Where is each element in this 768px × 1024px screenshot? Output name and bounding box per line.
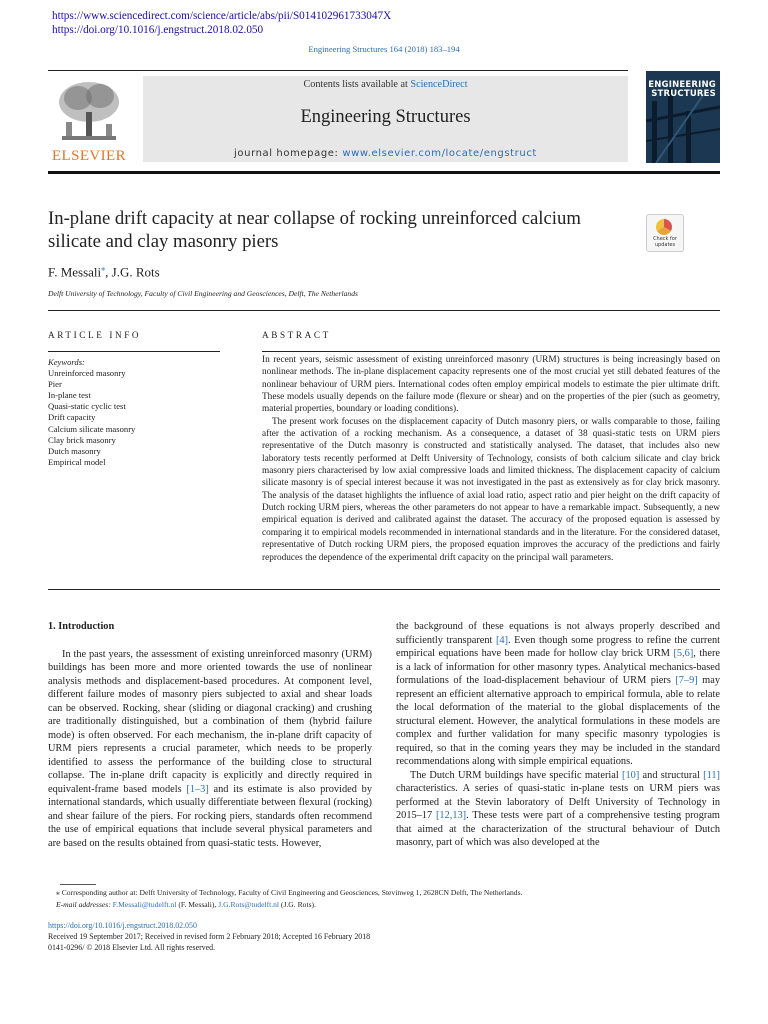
elsevier-logo[interactable] [48,76,130,166]
intro-text: characteristics. A series of quasi-static in-plane tests on URM piers was performed at the Stevin laboratory of Delft University of Technology in 2015–17 [396,783,720,821]
received-dates: Received 19 September 2017; Received in revised form 2 February 2018; Accepted 16 February 2018 [48,932,371,942]
journal-cover-image[interactable] [646,71,720,163]
article-history [48,920,370,954]
banner-top-rule [48,70,628,71]
reference-link[interactable]: [5,6] [673,648,694,659]
keywords-list [48,357,135,468]
journal-banner [143,76,628,162]
keyword-item: Empirical model [48,456,106,467]
email-line [56,899,522,911]
keyword-item: Unreinforced masonry [48,368,126,379]
keyword-item: Clay brick masonry [48,434,116,445]
sciencedirect-link[interactable]: ScienceDirect [410,79,468,90]
journal-name: Engineering Structures [300,107,471,127]
intro-paragraph-1-cont [396,620,720,769]
abstract-body [262,354,720,564]
keyword-item: Drift capacity [48,412,96,423]
banner-bottom-rule [48,171,720,174]
intro-text: In the past years, the assessment of existing unreinforced masonry (URM) buildings has been more and more oriented towards the use of nonlinear analysis methods and displacement-based procedures. At component level, different failure modes of masonry piers subjected to axial and shear loads can be observed. Rocking, shear (sliding or diagonal cracking) and crushing are traditionally distinguished, but a combination of them (hybrid failure mode) is often observed. For each mechanism, the in-plane drift capacity of URM piers represents a crucial parameter, which needs to be properly identified to assess the performance of the building close to structural collapse. The in-plane drift capacity is explicitly and directly required in equivalent-frame based models [48,648,372,795]
sciencedirect-url-link[interactable]: https://www.sciencedirect.com/science/article/abs/pii/S014102961733047X [52,10,392,22]
reference-link[interactable]: [4] [495,634,509,646]
email-owner: (J.G. Rots). [279,899,316,909]
journal-citation-link[interactable]: Engineering Structures 164 (2018) 183–194 [308,44,460,54]
footnotes [56,887,522,910]
intro-paragraph-1 [48,648,372,851]
reference-link[interactable]: [12,13] [435,810,467,821]
keyword-item: Calcium silicate masonry [48,423,136,434]
check-for-updates-line2: updates [654,241,676,248]
intro-paragraph-2 [396,769,720,850]
abstract-rule [262,351,720,352]
abstract-end-rule [48,589,720,590]
author-rots: , J.G. Rots [105,264,160,280]
check-for-updates-button[interactable] [646,214,684,252]
authors [48,264,160,280]
keywords-label: Keywords: [48,357,85,367]
title-rule [48,310,720,311]
email-link-messali[interactable]: F.Messali@tudelft.nl [112,899,177,909]
doi-link[interactable]: https://doi.org/10.1016/j.engstruct.2018.02.050 [48,921,197,930]
contents-prefix: Contents lists available at [303,79,411,90]
keyword-item: In-plane test [48,390,91,401]
keyword-item: Pier [48,379,62,390]
intro-text: , there is a lack of information for other masonry types. Analytical mechanics-based formulations of the load-displacement behaviour of URM piers [396,648,720,686]
crossmark-icon [656,219,672,235]
reference-link[interactable]: [1–3] [186,783,209,795]
cover-title [648,81,716,99]
reference-link[interactable]: [10] [622,769,640,781]
email-owner: (F. Messali), [176,899,219,909]
abstract-heading: ABSTRACT [262,330,331,340]
elsevier-tree-icon [54,78,124,144]
homepage-prefix: journal homepage: [234,148,343,159]
article-info-rule [48,351,220,352]
journal-homepage-link[interactable]: www.elsevier.com/locate/engstruct [342,148,537,159]
keyword-item: Dutch masonry [48,445,101,456]
footnote-rule [60,884,96,885]
intro-text: the background of these equations is not always properly described and sufficiently transparent [396,621,720,646]
intro-text: and structural [639,769,704,781]
section-heading-introduction: 1. Introduction [48,621,115,632]
email-label: E-mail addresses: [56,899,111,909]
article-title: In-plane drift capacity at near collapse of rocking unreinforced calcium silicate and clay masonry piers [48,208,581,252]
elsevier-wordmark: ELSEVIER [51,148,127,164]
intro-text: The Dutch URM buildings have specific material [410,769,623,781]
corresponding-author-mark[interactable]: ⁎ [101,264,106,273]
top-links [52,9,391,37]
intro-text: may represent an efficient alternative approach to empirical formula, able to relate the local deformation of the material to the global displacements of the structural element. However, the analytical formulations in these models are complex and further validation for many specific masonry typologies is required, so that in the coming years they may be included in the standard recommendations along with simple empirical equations. [396,675,720,767]
affiliation: Delft University of Technology, Faculty of Civil Engineering and Geosciences, Delft, The Netherlands [48,289,358,298]
reference-link[interactable]: [7–9] [675,675,698,686]
homepage-line [143,148,628,159]
email-link-rots[interactable]: J.G.Rots@tudelft.nl [218,899,280,909]
copyright-line: 0141-0296/ © 2018 Elsevier Ltd. All rights reserved. [48,943,216,953]
intro-text: . Even though some progress to refine the current empirical equations have been made for hollow clay brick URM [396,634,721,659]
cover-title-line1: ENGINEERING [648,80,716,90]
doi-url-link[interactable]: https://doi.org/10.1016/j.engstruct.2018.02.050 [52,24,264,36]
abstract-paragraph-1: In recent years, seismic assessment of existing unreinforced masonry (URM) structures is being increasingly based on nonlinear methods. The in-plane displacement capacity represents one of the most crucial yet still debated features of the nonlinear behaviour of URM piers. International codes often employ empirical models to estimate the pier ultimate drift. These models usually depends on the failure mode (flexure or shear) and on the properties of the pier (such as geometry, material properties, boundary or loading conditions). [262,355,720,415]
cover-title-line2: STRUCTURES [651,89,716,99]
article-info-heading: ARTICLE INFO [48,330,142,340]
body-right-column [396,620,720,850]
corresponding-author-note: ⁎ Corresponding author at: Delft University of Technology, Faculty of Civil Engineering and Geosciences, Stevinweg 1, 2628CN Delft, The Netherlands. [56,888,523,897]
author-messali: F. Messali [48,264,102,280]
keyword-item: Quasi-static cyclic test [48,401,126,412]
reference-link[interactable]: [11] [703,769,720,781]
intro-text: . These tests were part of a comprehensive testing program that aimed at the characterization of the structural behaviour of Dutch masonry, part of which was also developed at the [396,810,720,848]
intro-text: and its estimate is also provided by international standards, which usually differentiate between flexural (rocking) and shear failure of the piers. For rocking piers, standards often recommend the use of empirical equations that include several physical parameters and are based on the results obtained from quasi-static tests. However, [48,783,372,849]
abstract-paragraph-2: The present work focuses on the displacement capacity of Dutch masonry piers, or walls comparable to those, failing after the activation of a rocking mechanism. As a consequence, a dataset of 38 quasi-static tests on URM piers representative of the Dutch masonry is constructed and statistically analysed. The dataset, that includes also new laboratory tests recently performed at Delft University of Technology, consists of both calcium silicate and clay brick masonry piers characterised by low axial compressive loads and limited thickness. The displacement capacity of calcium silicate masonry is of special interest because it was not investigated in the past as extensively as for clay brick masonry. The analysis of the dataset highlights the influence of axial load ratio, aspect ratio and pier height on the drift capacity of Dutch rocking URM piers, whereas the other parameters do not appear to have a remarkable impact. Subsequently, a new empirical equation is derived and calibrated against the dataset. The accuracy of the proposed equation is assessed by comparing it to empirical models recommended in international standards and in the literature. For the considered dataset, representative of Dutch rocking URM piers, the proposed equation improves the accuracy of the predictions and fairly reproduces the dependence of the experimental drift capacity on the principal wall parameters. [262,416,720,563]
body-left-column [48,620,372,850]
contents-line [143,79,628,90]
check-for-updates-label [647,237,683,248]
check-for-updates-line1: Check for [653,236,677,242]
